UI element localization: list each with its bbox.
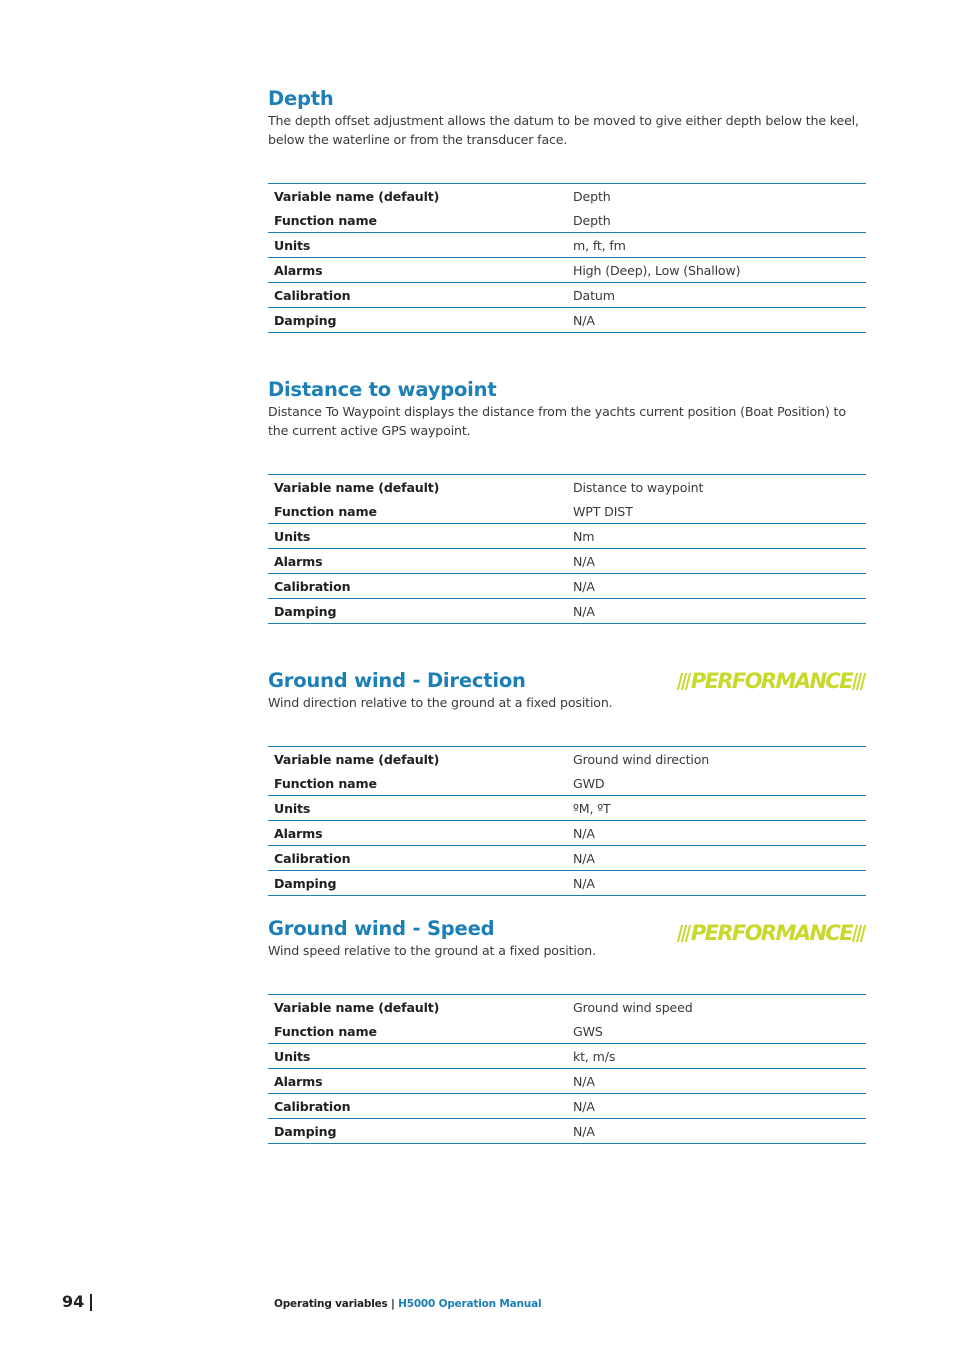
- section-description: Wind direction relative to the ground at a fixed position.: [268, 695, 613, 710]
- footer-manual-title: H5000 Operation Manual: [398, 1298, 542, 1310]
- table-row: [268, 871, 866, 896]
- table-row: [268, 771, 866, 796]
- row-label: Function name: [268, 1019, 567, 1044]
- table-row: [268, 1069, 866, 1094]
- row-value: Depth: [573, 188, 611, 204]
- row-value: Depth: [567, 208, 866, 233]
- row-value: N/A: [567, 871, 866, 896]
- table-row: [268, 796, 866, 821]
- row-value: Ground wind direction: [573, 751, 710, 767]
- section-title: Distance to waypoint: [268, 378, 497, 401]
- table-row: [268, 1119, 866, 1144]
- row-label: Function name: [268, 499, 567, 524]
- row-label: Units: [268, 1044, 567, 1069]
- row-label: Damping: [268, 1119, 567, 1144]
- row-value: ºM, ºT: [567, 796, 866, 821]
- table-row: [268, 184, 866, 209]
- section-distance-to-waypoint: [268, 378, 866, 624]
- table-row: [268, 549, 866, 574]
- section-title: Ground wind - Speed: [268, 917, 495, 940]
- row-value: N/A: [567, 308, 866, 333]
- variables-table: [268, 183, 866, 333]
- table-row: [268, 524, 866, 549]
- performance-stripes-icon: [677, 925, 691, 942]
- row-label: Calibration: [268, 846, 567, 871]
- table-row: [268, 258, 866, 283]
- row-label: Alarms: [268, 1069, 567, 1094]
- row-value: N/A: [567, 1094, 866, 1119]
- row-value: High (Deep), Low (Shallow): [567, 258, 866, 283]
- variables-table: [268, 474, 866, 624]
- row-value: Nm: [567, 524, 866, 549]
- row-value: GWS: [567, 1019, 866, 1044]
- performance-badge: [677, 922, 866, 944]
- row-label: Alarms: [268, 549, 567, 574]
- performance-stripes-icon: [852, 925, 866, 942]
- row-label: Calibration: [268, 574, 567, 599]
- table-row: [268, 499, 866, 524]
- table-row: [268, 233, 866, 258]
- row-label: Calibration: [268, 1094, 567, 1119]
- table-row: [268, 308, 866, 333]
- page-number: 94: [62, 1292, 85, 1311]
- row-label: Damping: [268, 871, 567, 896]
- table-row: [268, 846, 866, 871]
- performance-stripes-icon: [677, 673, 691, 690]
- row-label: Calibration: [268, 283, 567, 308]
- section-depth: [268, 87, 866, 333]
- footer-chapter: Operating variables: [274, 1298, 388, 1310]
- variables-table: [268, 994, 866, 1144]
- performance-stripes-icon: [852, 673, 866, 690]
- row-label: Units: [268, 796, 567, 821]
- table-row: [268, 599, 866, 624]
- section-description: The depth offset adjustment allows the datum to be moved to give either depth below the keel, below the waterline or from the transducer face.: [268, 113, 859, 147]
- row-value: Distance to waypoint: [573, 479, 704, 495]
- row-label: Variable name (default): [274, 479, 440, 495]
- row-value: N/A: [567, 549, 866, 574]
- table-row: [268, 283, 866, 308]
- row-value: Ground wind speed: [573, 999, 693, 1015]
- row-value: N/A: [567, 574, 866, 599]
- row-value: N/A: [567, 821, 866, 846]
- row-label: Units: [268, 524, 567, 549]
- row-label: Units: [268, 233, 567, 258]
- page-number-divider: [90, 1294, 92, 1311]
- section-ground-wind-direction: [268, 669, 866, 897]
- table-row: [268, 1094, 866, 1119]
- performance-badge: [677, 670, 866, 692]
- variables-table: [268, 746, 866, 896]
- footer-running-title: [274, 1298, 541, 1310]
- row-label: Function name: [268, 771, 567, 796]
- table-row: [268, 574, 866, 599]
- section-ground-wind-speed: [268, 917, 866, 1145]
- row-value: Datum: [567, 283, 866, 308]
- table-row: [268, 1044, 866, 1069]
- table-row: [268, 747, 866, 772]
- row-value: kt, m/s: [567, 1044, 866, 1069]
- footer-separator: |: [387, 1298, 399, 1310]
- row-label: Variable name (default): [274, 188, 440, 204]
- table-row: [268, 1019, 866, 1044]
- row-value: m, ft, fm: [567, 233, 866, 258]
- table-row: [268, 821, 866, 846]
- row-label: Damping: [268, 599, 567, 624]
- table-row: [268, 475, 866, 500]
- performance-badge-label: PERFORMANCE: [690, 669, 852, 693]
- row-label: Damping: [268, 308, 567, 333]
- page-footer: [62, 1292, 662, 1316]
- section-title: Ground wind - Direction: [268, 669, 526, 692]
- row-value: GWD: [567, 771, 866, 796]
- table-row: [268, 208, 866, 233]
- section-description: Wind speed relative to the ground at a fixed position.: [268, 943, 596, 958]
- section-title: Depth: [268, 87, 334, 110]
- row-label: Variable name (default): [274, 751, 440, 767]
- row-value: N/A: [567, 846, 866, 871]
- row-value: WPT DIST: [567, 499, 866, 524]
- table-row: [268, 995, 866, 1020]
- row-label: Function name: [268, 208, 567, 233]
- performance-badge-label: PERFORMANCE: [690, 921, 852, 945]
- row-label: Alarms: [268, 821, 567, 846]
- row-value: N/A: [567, 599, 866, 624]
- section-description: Distance To Waypoint displays the distance from the yachts current position (Boat Position) to the current active GPS waypoint.: [268, 404, 846, 438]
- row-value: N/A: [567, 1069, 866, 1094]
- row-label: Alarms: [268, 258, 567, 283]
- row-value: N/A: [567, 1119, 866, 1144]
- row-label: Variable name (default): [274, 999, 440, 1015]
